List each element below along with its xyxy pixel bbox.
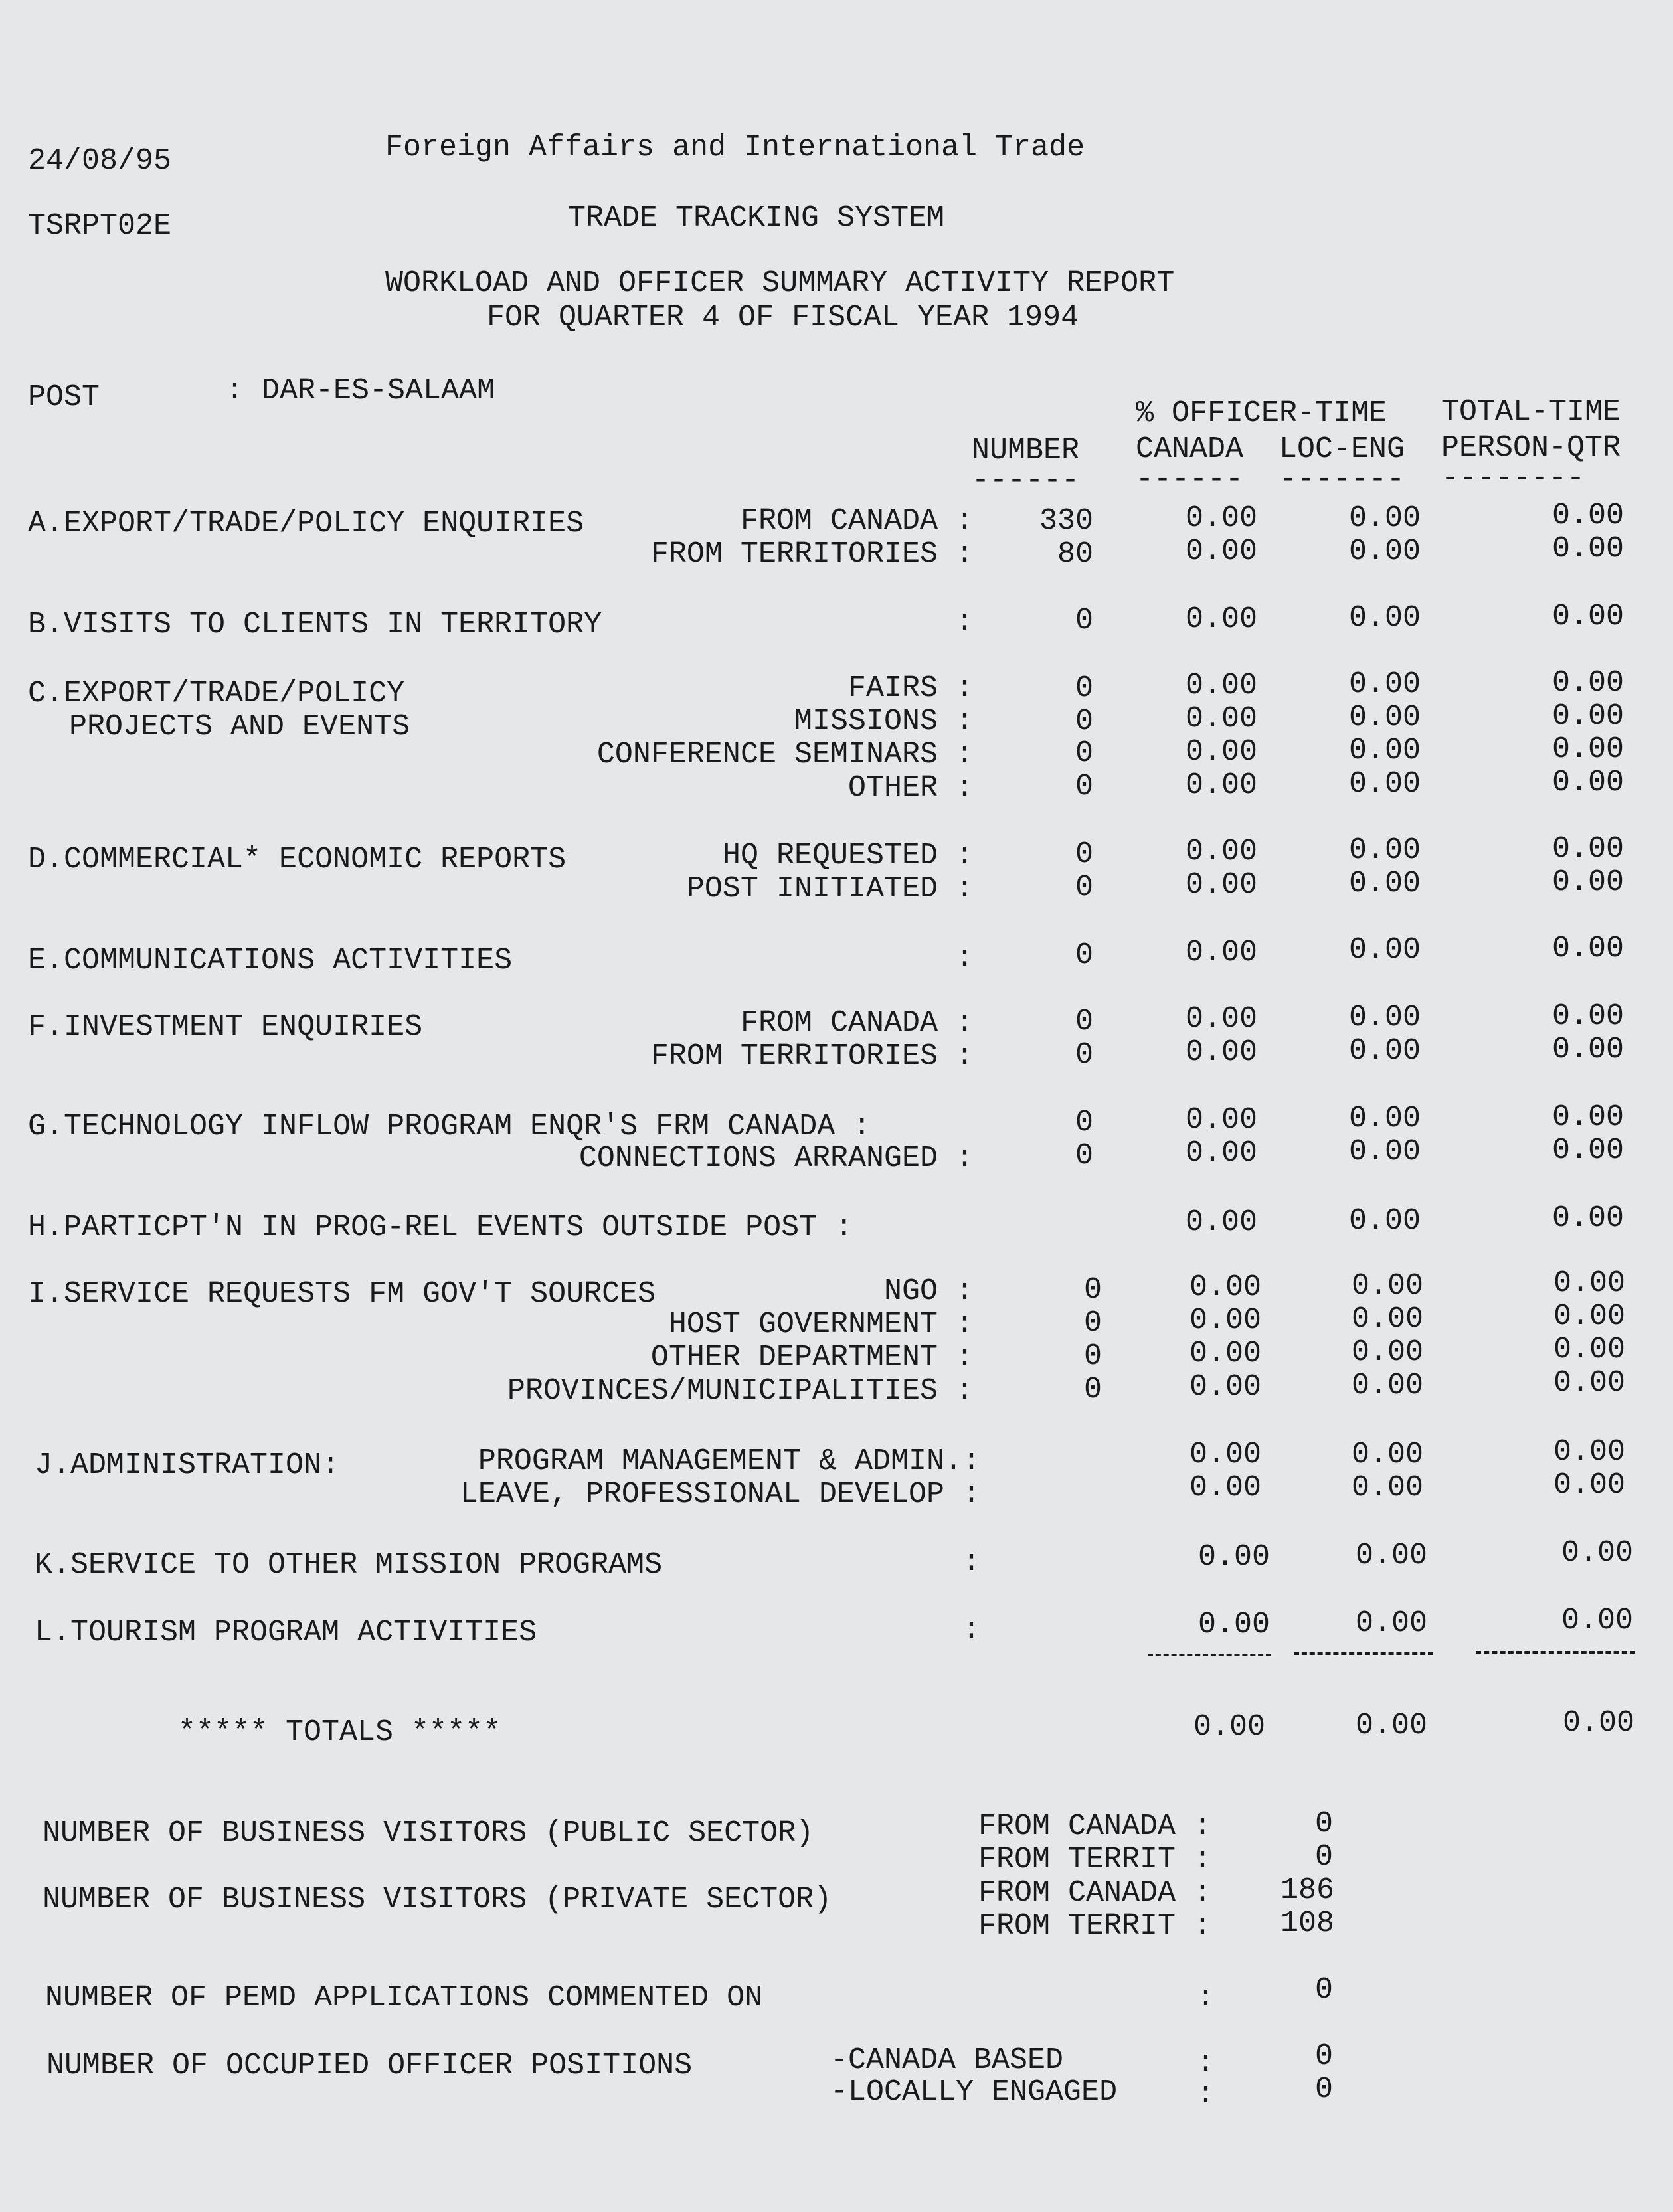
section-k-loceng: 0.00	[1355, 1539, 1427, 1573]
section-c-label: C.EXPORT/TRADE/POLICY	[28, 677, 405, 711]
section-g-canada-1: 0.00	[1185, 1103, 1257, 1137]
section-d-sub-1: HQ REQUESTED :	[722, 839, 974, 873]
section-g-loceng-1: 0.00	[1348, 1102, 1421, 1136]
totals-separator-person-qtr	[1476, 1651, 1635, 1654]
public-from-canada-value: 0	[1314, 1807, 1333, 1841]
public-from-territ-label: FROM TERRIT :	[978, 1843, 1211, 1877]
section-a-label: A.EXPORT/TRADE/POLICY ENQUIRIES	[28, 507, 584, 541]
section-a-canada-2: 0.00	[1185, 535, 1257, 568]
section-h-loceng: 0.00	[1348, 1204, 1421, 1238]
section-l-loceng: 0.00	[1355, 1606, 1427, 1640]
section-a-number-1: 330	[1039, 504, 1093, 538]
section-b-loceng: 0.00	[1348, 601, 1421, 635]
section-c-label-2: PROJECTS AND EVENTS	[69, 710, 410, 744]
report-title-line1: WORKLOAD AND OFFICER SUMMARY ACTIVITY REPORT	[385, 266, 1175, 300]
section-i-canada-1: 0.00	[1189, 1270, 1261, 1304]
totals-separator-loc-eng	[1294, 1652, 1433, 1655]
section-i-sub-1: NGO :	[883, 1274, 974, 1308]
totals-separator-canada	[1148, 1654, 1271, 1656]
section-e-number: 0	[1075, 938, 1093, 972]
section-c-total-2: 0.00	[1551, 699, 1624, 733]
section-i-loceng-3: 0.00	[1351, 1335, 1423, 1369]
private-from-territ-label: FROM TERRIT :	[978, 1909, 1211, 1943]
pemd-applications-label: NUMBER OF PEMD APPLICATIONS COMMENTED ON	[45, 1981, 763, 2015]
private-from-canada-value: 186	[1280, 1873, 1334, 1907]
section-j-sub-1: PROGRAM MANAGEMENT & ADMIN.:	[478, 1444, 980, 1478]
system-name: TRADE TRACKING SYSTEM	[568, 201, 945, 235]
column-header-pct-officer-time: % OFFICER-TIME	[1136, 396, 1387, 430]
section-c-number-3: 0	[1075, 736, 1093, 770]
section-f-label: F.INVESTMENT ENQUIRIES	[28, 1010, 423, 1044]
section-b-label: B.VISITS TO CLIENTS IN TERRITORY	[28, 608, 602, 641]
section-g-label: G.TECHNOLOGY INFLOW PROGRAM ENQR'S FRM CANADA :	[28, 1110, 871, 1144]
column-underline-loc-eng: -------	[1279, 463, 1405, 497]
pemd-applications-value: 0	[1314, 1973, 1333, 2007]
section-c-sub-4: OTHER :	[847, 771, 974, 805]
column-header-number: NUMBER	[972, 434, 1080, 468]
section-h-canada: 0.00	[1185, 1205, 1257, 1239]
column-header-canada: CANADA	[1136, 432, 1244, 466]
locally-engaged-label: -LOCALLY ENGAGED	[830, 2075, 1118, 2109]
section-c-canada-4: 0.00	[1185, 768, 1257, 802]
pemd-applications-colon: :	[1197, 1981, 1215, 2015]
section-g-total-2: 0.00	[1551, 1134, 1624, 1167]
section-k-canada: 0.00	[1197, 1540, 1270, 1574]
section-i-canada-3: 0.00	[1189, 1337, 1261, 1371]
section-i-number-2: 0	[1083, 1306, 1102, 1340]
section-i-number-3: 0	[1083, 1339, 1102, 1373]
section-c-loceng-3: 0.00	[1348, 734, 1421, 768]
section-a-sub-1: FROM CANADA :	[740, 504, 974, 538]
section-i-number-1: 0	[1083, 1273, 1102, 1307]
section-j-total-1: 0.00	[1553, 1435, 1625, 1469]
totals-canada: 0.00	[1193, 1710, 1265, 1744]
locally-engaged-value: 0	[1314, 2073, 1333, 2106]
section-h-label: H.PARTICPT'N IN PROG-REL EVENTS OUTSIDE POST :	[28, 1211, 853, 1244]
officer-positions-label: NUMBER OF OCCUPIED OFFICER POSITIONS	[46, 2049, 693, 2083]
section-l-total: 0.00	[1561, 1604, 1633, 1638]
section-f-total-2: 0.00	[1551, 1033, 1624, 1066]
section-c-canada-1: 0.00	[1185, 669, 1257, 703]
section-i-total-1: 0.00	[1553, 1266, 1625, 1300]
section-g-number-2: 0	[1075, 1139, 1093, 1173]
section-c-sub-2: MISSIONS :	[794, 705, 974, 738]
section-i-loceng-1: 0.00	[1351, 1269, 1423, 1303]
column-header-loc-eng: LOC-ENG	[1279, 432, 1405, 466]
section-j-label: J.ADMINISTRATION:	[35, 1448, 340, 1482]
section-f-canada-1: 0.00	[1185, 1002, 1257, 1036]
report-date: 24/08/95	[28, 144, 172, 178]
section-g-number-1: 0	[1075, 1106, 1093, 1140]
private-sector-visitors-label: NUMBER OF BUSINESS VISITORS (PRIVATE SECTOR)	[43, 1883, 832, 1916]
section-i-loceng-4: 0.00	[1351, 1369, 1423, 1403]
section-e-label: E.COMMUNICATIONS ACTIVITIES	[28, 944, 513, 978]
section-j-canada-1: 0.00	[1189, 1438, 1261, 1472]
section-i-canada-4: 0.00	[1189, 1370, 1261, 1404]
section-c-sub-3: CONFERENCE SEMINARS :	[596, 738, 974, 772]
section-e-loceng: 0.00	[1348, 933, 1421, 967]
section-j-loceng-1: 0.00	[1351, 1438, 1423, 1472]
section-i-total-4: 0.00	[1553, 1366, 1625, 1400]
section-a-total-2: 0.00	[1551, 532, 1624, 566]
section-i-total-2: 0.00	[1553, 1300, 1625, 1333]
section-d-canada-1: 0.00	[1185, 835, 1257, 869]
section-e-total: 0.00	[1551, 932, 1624, 966]
section-d-number-1: 0	[1075, 837, 1093, 871]
private-from-canada-label: FROM CANADA :	[978, 1876, 1211, 1910]
section-i-sub-2: HOST GOVERNMENT :	[668, 1308, 974, 1341]
section-j-total-2: 0.00	[1553, 1468, 1625, 1502]
report-title-line2: FOR QUARTER 4 OF FISCAL YEAR 1994	[487, 301, 1079, 335]
locally-engaged-colon: :	[1197, 2078, 1215, 2112]
section-k-total: 0.00	[1561, 1536, 1633, 1570]
section-b-total: 0.00	[1551, 600, 1624, 634]
section-k-colon: :	[962, 1545, 980, 1579]
section-i-sub-4: PROVINCES/MUNICIPALITIES :	[507, 1374, 974, 1408]
totals-person-qtr: 0.00	[1562, 1706, 1634, 1740]
section-d-total-1: 0.00	[1551, 832, 1624, 866]
section-d-total-2: 0.00	[1551, 865, 1624, 899]
canada-based-value: 0	[1314, 2039, 1333, 2073]
section-l-colon: :	[962, 1613, 980, 1647]
section-i-loceng-2: 0.00	[1351, 1302, 1423, 1336]
section-a-total-1: 0.00	[1551, 499, 1624, 533]
section-e-colon: :	[955, 941, 974, 975]
department-name: Foreign Affairs and International Trade	[385, 131, 1085, 165]
section-c-loceng-1: 0.00	[1348, 667, 1421, 701]
section-c-canada-3: 0.00	[1185, 735, 1257, 769]
section-c-loceng-4: 0.00	[1348, 767, 1421, 801]
column-header-total-time: TOTAL-TIME	[1441, 395, 1621, 429]
section-c-total-3: 0.00	[1551, 732, 1624, 766]
section-f-number-2: 0	[1075, 1038, 1093, 1072]
public-from-canada-label: FROM CANADA :	[978, 1810, 1211, 1843]
section-f-canada-2: 0.00	[1185, 1035, 1257, 1069]
section-i-sub-3: OTHER DEPARTMENT :	[650, 1341, 974, 1375]
section-d-number-2: 0	[1075, 871, 1093, 904]
section-f-number-1: 0	[1075, 1005, 1093, 1039]
totals-label: ***** TOTALS *****	[178, 1715, 501, 1749]
section-d-sub-2: POST INITIATED :	[686, 872, 974, 906]
section-g-sub-2: CONNECTIONS ARRANGED :	[578, 1142, 974, 1175]
section-g-total-1: 0.00	[1551, 1100, 1624, 1134]
section-c-number-2: 0	[1075, 705, 1093, 738]
section-b-canada: 0.00	[1185, 602, 1257, 636]
section-a-loceng-1: 0.00	[1348, 501, 1421, 535]
section-k-label: K.SERVICE TO OTHER MISSION PROGRAMS	[35, 1548, 663, 1582]
section-c-total-4: 0.00	[1551, 766, 1624, 800]
section-i-number-4: 0	[1083, 1373, 1102, 1406]
post-value: : DAR-ES-SALAAM	[226, 374, 495, 408]
section-i-total-3: 0.00	[1553, 1333, 1625, 1367]
section-f-sub-1: FROM CANADA :	[740, 1006, 974, 1040]
section-h-total: 0.00	[1551, 1201, 1624, 1235]
section-f-loceng-2: 0.00	[1348, 1034, 1421, 1068]
section-d-loceng-1: 0.00	[1348, 833, 1421, 867]
section-l-label: L.TOURISM PROGRAM ACTIVITIES	[35, 1616, 537, 1650]
section-j-sub-2: LEAVE, PROFESSIONAL DEVELOP :	[460, 1478, 980, 1511]
public-from-territ-value: 0	[1314, 1840, 1333, 1874]
section-g-loceng-2: 0.00	[1348, 1135, 1421, 1169]
section-i-label: I.SERVICE REQUESTS FM GOV'T SOURCES	[28, 1277, 656, 1311]
public-sector-visitors-label: NUMBER OF BUSINESS VISITORS (PUBLIC SECTOR)	[43, 1816, 814, 1850]
section-d-canada-2: 0.00	[1185, 868, 1257, 902]
section-c-number-4: 0	[1075, 770, 1093, 804]
section-l-canada: 0.00	[1197, 1608, 1270, 1642]
section-a-sub-2: FROM TERRITORIES :	[650, 537, 974, 571]
totals-loc-eng: 0.00	[1355, 1709, 1427, 1743]
section-c-loceng-2: 0.00	[1348, 701, 1421, 734]
section-d-loceng-2: 0.00	[1348, 867, 1421, 900]
column-underline-number: ------	[972, 464, 1080, 498]
section-c-total-1: 0.00	[1551, 666, 1624, 700]
section-c-number-1: 0	[1075, 671, 1093, 705]
section-g-canada-2: 0.00	[1185, 1136, 1257, 1170]
canada-based-colon: :	[1197, 2046, 1215, 2080]
report-code: TSRPT02E	[28, 209, 172, 243]
section-a-loceng-2: 0.00	[1348, 535, 1421, 568]
post-label: POST	[28, 381, 100, 414]
column-header-person-qtr: PERSON-QTR	[1441, 431, 1621, 465]
section-c-canada-2: 0.00	[1185, 702, 1257, 736]
section-a-number-2: 80	[1057, 537, 1093, 571]
private-from-territ-value: 108	[1280, 1907, 1334, 1940]
section-b-number: 0	[1075, 604, 1093, 638]
column-underline-canada: ------	[1136, 463, 1244, 497]
section-j-canada-2: 0.00	[1189, 1471, 1261, 1505]
section-d-label: D.COMMERCIAL* ECONOMIC REPORTS	[28, 843, 567, 877]
section-a-canada-1: 0.00	[1185, 501, 1257, 535]
section-i-canada-2: 0.00	[1189, 1304, 1261, 1337]
section-b-colon: :	[955, 605, 974, 639]
section-f-sub-2: FROM TERRITORIES :	[650, 1039, 974, 1073]
section-c-sub-1: FAIRS :	[847, 671, 974, 705]
section-f-total-1: 0.00	[1551, 999, 1624, 1033]
section-f-loceng-1: 0.00	[1348, 1001, 1421, 1035]
section-j-loceng-2: 0.00	[1351, 1471, 1423, 1505]
section-e-canada: 0.00	[1185, 936, 1257, 970]
column-underline-person-qtr: --------	[1441, 462, 1585, 495]
canada-based-label: -CANADA BASED	[830, 2043, 1064, 2077]
